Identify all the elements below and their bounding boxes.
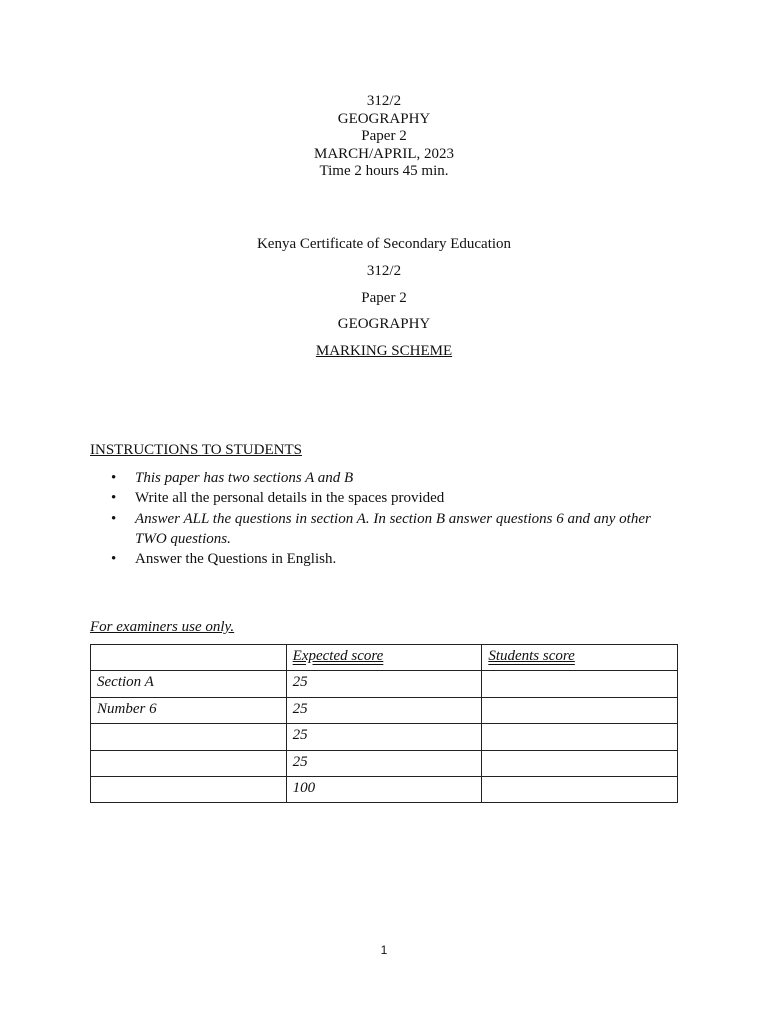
instruction-text: Write all the personal details in the spaces provided (135, 490, 445, 507)
row-label-cell: Number 6 (91, 697, 287, 723)
expected-score-header: Expected score (292, 648, 384, 664)
row-label-cell: Section A (91, 671, 287, 697)
header-cell (482, 645, 678, 671)
page-number: 1 (380, 943, 388, 957)
certificate-paper-number: Paper 2 (361, 289, 407, 306)
instruction-text: This paper has two sections A and B (135, 470, 354, 486)
row-label-cell (91, 750, 287, 776)
bullet-icon: • (111, 490, 117, 507)
header-cell (286, 645, 482, 671)
students-score-header: Students score (488, 648, 575, 664)
students-score-cell (482, 697, 678, 723)
students-score-cell (482, 776, 678, 802)
expected-score-cell: 100 (286, 776, 482, 802)
expected-score-cell: 25 (286, 671, 482, 697)
examiners-label: For examiners use only. (90, 619, 235, 635)
certificate-block (0, 236, 768, 370)
table-header-row (91, 645, 678, 671)
instructions-section (90, 441, 680, 569)
certificate-subject: GEOGRAPHY (337, 316, 431, 333)
expected-score-cell: 25 (286, 697, 482, 723)
subject-title: GEOGRAPHY (337, 110, 431, 127)
score-table (90, 644, 678, 803)
paper-code: 312/2 (366, 93, 402, 109)
table-row (91, 750, 678, 776)
instruction-item (90, 468, 680, 488)
header-cell (91, 645, 287, 671)
expected-score-cell: 25 (286, 750, 482, 776)
certificate-title: Kenya Certificate of Secondary Education (256, 236, 512, 252)
paper-number: Paper 2 (361, 128, 407, 144)
instruction-text: Answer ALL the questions in section A. In section B answer questions 6 and any other TWO questions. (135, 510, 651, 547)
exam-header (0, 93, 768, 181)
instruction-item (90, 549, 680, 569)
marking-scheme-title: MARKING SCHEME (315, 343, 453, 360)
instruction-item (90, 488, 680, 508)
students-score-cell (482, 724, 678, 750)
table-row (91, 697, 678, 723)
exam-duration: Time 2 hours 45 min. (319, 163, 449, 179)
students-score-cell (482, 671, 678, 697)
instruction-text: Answer the Questions in English. (135, 551, 337, 568)
table-row (91, 776, 678, 802)
row-label-cell (91, 724, 287, 750)
certificate-paper-code: 312/2 (366, 262, 402, 279)
instructions-heading: INSTRUCTIONS TO STUDENTS (90, 442, 302, 458)
table-row (91, 671, 678, 697)
students-score-cell (482, 750, 678, 776)
instructions-list (90, 468, 680, 569)
row-label-cell (91, 776, 287, 802)
bullet-icon: • (111, 551, 117, 568)
instruction-item (90, 509, 680, 550)
exam-date: MARCH/APRIL, 2023 (313, 145, 455, 162)
bullet-icon: • (111, 470, 117, 486)
expected-score-cell: 25 (286, 724, 482, 750)
table-row (91, 724, 678, 750)
bullet-icon: • (111, 510, 117, 527)
